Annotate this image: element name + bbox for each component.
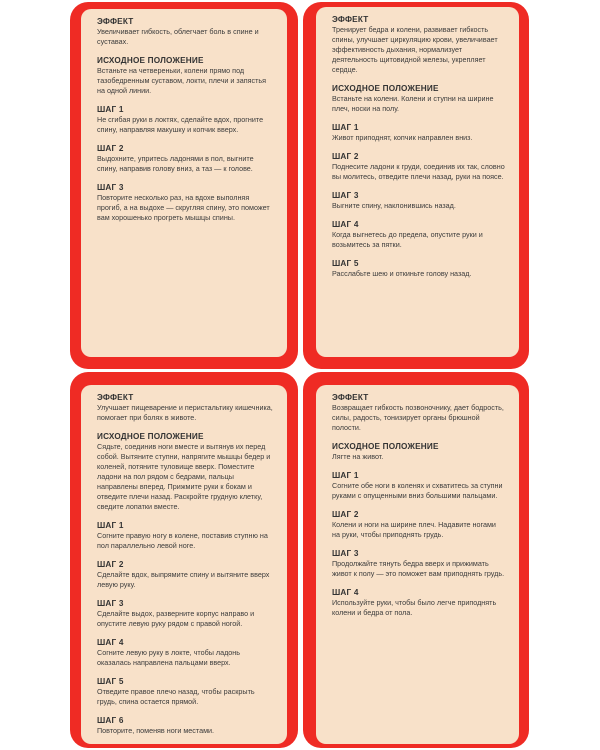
- effect-title: ЭФФЕКТ: [332, 15, 369, 24]
- step-6-text: Повторите, поменяв ноги местами.: [97, 726, 215, 735]
- step-2-title: ШАГ 2: [332, 152, 359, 161]
- effect-title: ЭФФЕКТ: [97, 393, 134, 402]
- step-1-text: Живот приподнят, копчик направлен вниз.: [332, 133, 473, 142]
- step-3-title: ШАГ 3: [97, 183, 124, 192]
- effect-title: ЭФФЕКТ: [97, 17, 134, 26]
- step-2-text: Сделайте вдох, выпрямите спину и вытяните вверх левую руку.: [97, 570, 270, 589]
- step-4-title: ШАГ 4: [97, 638, 124, 647]
- step-4-text: Используйте руки, чтобы было легче приподнять колени и бедра от пола.: [332, 598, 497, 617]
- exercise-card-3: [70, 372, 298, 748]
- step-2-title: ШАГ 2: [332, 510, 359, 519]
- step-4-title: ШАГ 4: [332, 220, 359, 229]
- step-2-text: Колени и ноги на ширине плеч. Надавите ногами на руки, чтобы приподнять грудь.: [332, 520, 496, 539]
- step-3-title: ШАГ 3: [97, 599, 124, 608]
- step-2-text: Поднесите ладони к груди, соединив их так, словно вы молитесь, отведите плечи назад, руки на поясе.: [332, 162, 505, 181]
- step-3-title: ШАГ 3: [332, 549, 359, 558]
- effect-text: Возвращает гибкость позвоночнику, дает бодрость, силы, радость, тонизирует органы брюшной полости.: [332, 403, 504, 432]
- start-position-text: Сядьте, соединив ноги вместе и вытянув их перед собой. Вытяните ступни, напрягите мышцы бедер и коленей, потяните туловище вверх. Поместите ладони на пол рядом с бедрами, пальцы направлены вперед. Прижмите руки к бокам и отведите плечи назад. Раскройте грудную клетку, сведите лопатки вместе.: [97, 442, 271, 511]
- step-5-title: ШАГ 5: [332, 259, 359, 268]
- step-3-text: Повторите несколько раз, на вдохе выполняя прогиб, а на выдохе — скругляя спину, это поможет вам хорошенько прогреть мышцы спины.: [97, 193, 270, 222]
- step-3-text: Продолжайте тянуть бедра вверх и прижимать живот к полу — это поможет вам приподнять грудь.: [332, 559, 505, 578]
- step-1-text: Согните правую ногу в колене, поставив ступню на пол параллельно левой ноге.: [97, 531, 268, 550]
- effect-text: Увеличивает гибкость, облегчает боль в спине и суставах.: [97, 27, 259, 46]
- start-position-text: Встаньте на четвереньки, колени прямо под тазобедренным суставом, локти, плечи и запястья на одной линии.: [97, 66, 267, 95]
- step-2-text: Выдохните, упритесь ладонями в пол, выгните спину, направив голову вниз, а таз — к голове.: [97, 154, 254, 173]
- step-3-text: Выгните спину, наклонившись назад.: [332, 201, 456, 210]
- card-content: [81, 9, 287, 357]
- step-4-title: ШАГ 4: [332, 588, 359, 597]
- step-4-text: Когда выгнетесь до предела, опустите руки и возьмитесь за пятки.: [332, 230, 483, 249]
- exercise-card-2: [303, 2, 529, 369]
- effect-title: ЭФФЕКТ: [332, 393, 369, 402]
- step-6-title: ШАГ 6: [97, 716, 124, 725]
- step-4-text: Согните левую руку в локте, чтобы ладонь оказалась направлена пальцами вверх.: [97, 648, 241, 667]
- start-position-text: Лягте на живот.: [332, 452, 384, 461]
- effect-text: Улучшает пищеварение и перистальтику кишечника, помогает при болях в животе.: [97, 403, 273, 422]
- exercise-card-1: [70, 2, 298, 369]
- step-5-title: ШАГ 5: [97, 677, 124, 686]
- start-position-title: ИСХОДНОЕ ПОЛОЖЕНИЕ: [97, 56, 204, 65]
- step-2-title: ШАГ 2: [97, 144, 124, 153]
- start-position-title: ИСХОДНОЕ ПОЛОЖЕНИЕ: [332, 84, 439, 93]
- step-1-text: Согните обе ноги в коленях и схватитесь за ступни руками с опущенными вниз большими пальцами.: [332, 481, 503, 500]
- start-position-title: ИСХОДНОЕ ПОЛОЖЕНИЕ: [97, 432, 204, 441]
- exercise-card-4: [303, 372, 529, 748]
- step-1-title: ШАГ 1: [332, 123, 359, 132]
- step-1-title: ШАГ 1: [97, 105, 124, 114]
- step-5-text: Расслабьте шею и откиньте голову назад.: [332, 269, 472, 278]
- step-1-text: Не сгибая руки в локтях, сделайте вдох, прогните спину, направляя макушку и копчик вверх.: [97, 115, 264, 134]
- card-content: [316, 7, 519, 357]
- card-content: [81, 385, 287, 744]
- effect-text: Тренирует бедра и колени, развивает гибкость спины, улучшает циркуляцию крови, увеличивает эффективность дыхания, нормализует деятельность щитовидной железы, укрепляет сердце.: [332, 25, 498, 74]
- start-position-text: Встаньте на колени. Колени и ступни на ширине плеч, носки на полу.: [332, 94, 494, 113]
- step-3-text: Сделайте выдох, разверните корпус направо и опустите левую руку рядом с правой ногой.: [97, 609, 255, 628]
- step-1-title: ШАГ 1: [97, 521, 124, 530]
- start-position-title: ИСХОДНОЕ ПОЛОЖЕНИЕ: [332, 442, 439, 451]
- step-2-title: ШАГ 2: [97, 560, 124, 569]
- card-content: [316, 385, 519, 744]
- step-5-text: Отведите правое плечо назад, чтобы раскрыть грудь, спина остается прямой.: [97, 687, 255, 706]
- step-3-title: ШАГ 3: [332, 191, 359, 200]
- step-1-title: ШАГ 1: [332, 471, 359, 480]
